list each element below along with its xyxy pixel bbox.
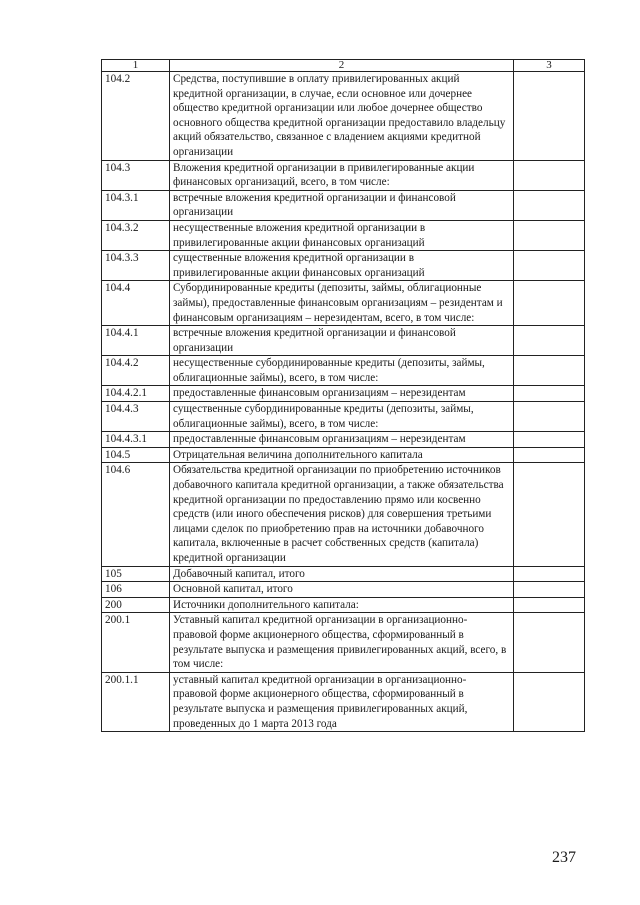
row-value: [514, 251, 585, 281]
row-code: 104.3.1: [102, 190, 170, 220]
table-row: [102, 402, 585, 432]
header-col-2: 2: [170, 60, 514, 72]
table-row: [102, 281, 585, 326]
row-value: [514, 566, 585, 582]
table-row: [102, 432, 585, 448]
row-code: 104.4.1: [102, 326, 170, 356]
row-value: [514, 672, 585, 731]
table-row: [102, 463, 585, 566]
row-description: Вложения кредитной организации в привилегированные акции финансовых организаций, всего, в том числе:: [170, 160, 514, 190]
row-value: [514, 463, 585, 566]
page-number: 237: [552, 849, 576, 866]
table-row: [102, 356, 585, 386]
row-code: 104.3.2: [102, 220, 170, 250]
table-row: [102, 190, 585, 220]
row-value: [514, 160, 585, 190]
row-description: встречные вложения кредитной организации и финансовой организации: [170, 326, 514, 356]
table-row: [102, 326, 585, 356]
table-row: [102, 613, 585, 672]
table-row: [102, 672, 585, 731]
capital-report-table: [101, 59, 585, 732]
table-row: [102, 447, 585, 463]
row-description: предоставленные финансовым организациям – нерезидентам: [170, 432, 514, 448]
row-code: 105: [102, 566, 170, 582]
row-value: [514, 326, 585, 356]
row-value: [514, 72, 585, 161]
row-code: 104.5: [102, 447, 170, 463]
row-value: [514, 447, 585, 463]
row-code: 104.3.3: [102, 251, 170, 281]
row-code: 106: [102, 582, 170, 598]
table-header-row: [102, 60, 585, 72]
row-value: [514, 220, 585, 250]
table-row: [102, 72, 585, 161]
row-code: 104.4: [102, 281, 170, 326]
row-description: несущественные вложения кредитной организации в привилегированные акции финансовых организаций: [170, 220, 514, 250]
table-row: [102, 386, 585, 402]
table-row: [102, 582, 585, 598]
table-row: [102, 597, 585, 613]
row-description: Обязательства кредитной организации по приобретению источников добавочного капитала кредитной организации, а также обязательства кредитной организации по предоставлению прямо или косвенно средств (или иного обеспечения рисков) для совершения третьими лицами сделок по приобретению прав на источники добавочного капитала, включенные в расчет собственных средств (капитала) кредитной организации: [170, 463, 514, 566]
row-code: 104.2: [102, 72, 170, 161]
row-description: Средства, поступившие в оплату привилегированных акций кредитной организации, в случае, если основное или дочернее общество кредитной организации или любое дочернее общество основного общества кредитной организации предоставило владельцу акций обязательство, связанное с владением акциями кредитной организации: [170, 72, 514, 161]
row-code: 104.4.3: [102, 402, 170, 432]
row-value: [514, 613, 585, 672]
table-row: [102, 566, 585, 582]
row-description: Отрицательная величина дополнительного капитала: [170, 447, 514, 463]
row-description: несущественные субординированные кредиты (депозиты, займы, облигационные займы), всего, в том числе:: [170, 356, 514, 386]
row-code: 200.1: [102, 613, 170, 672]
table-row: [102, 251, 585, 281]
row-description: встречные вложения кредитной организации и финансовой организации: [170, 190, 514, 220]
row-description: Источники дополнительного капитала:: [170, 597, 514, 613]
row-value: [514, 190, 585, 220]
row-description: предоставленные финансовым организациям – нерезидентам: [170, 386, 514, 402]
row-value: [514, 597, 585, 613]
row-description: существенные субординированные кредиты (депозиты, займы, облигационные займы), всего, в том числе:: [170, 402, 514, 432]
row-description: существенные вложения кредитной организации в привилегированные акции финансовых организаций: [170, 251, 514, 281]
row-description: Субординированные кредиты (депозиты, займы, облигационные займы), предоставленные финансовым организациям – резидентам и финансовым организациям – нерезидентам, всего, в том числе:: [170, 281, 514, 326]
row-code: 200.1.1: [102, 672, 170, 731]
header-col-3: 3: [514, 60, 585, 72]
row-value: [514, 281, 585, 326]
row-description: Уставный капитал кредитной организации в организационно-правовой форме акционерного общества, сформированный в результате выпуска и размещения привилегированных акций, всего, в том числе:: [170, 613, 514, 672]
row-value: [514, 356, 585, 386]
row-code: 104.4.3.1: [102, 432, 170, 448]
row-value: [514, 386, 585, 402]
row-value: [514, 432, 585, 448]
row-code: 200: [102, 597, 170, 613]
row-description: уставный капитал кредитной организации в организационно-правовой форме акционерного общества, сформированный в результате выпуска и размещения привилегированных акций, проведенных до 1 марта 2013 года: [170, 672, 514, 731]
row-description: Основной капитал, итого: [170, 582, 514, 598]
row-code: 104.3: [102, 160, 170, 190]
row-value: [514, 402, 585, 432]
header-col-1: 1: [102, 60, 170, 72]
table-row: [102, 160, 585, 190]
row-code: 104.4.2: [102, 356, 170, 386]
row-description: Добавочный капитал, итого: [170, 566, 514, 582]
row-code: 104.6: [102, 463, 170, 566]
row-code: 104.4.2.1: [102, 386, 170, 402]
table-row: [102, 220, 585, 250]
row-value: [514, 582, 585, 598]
